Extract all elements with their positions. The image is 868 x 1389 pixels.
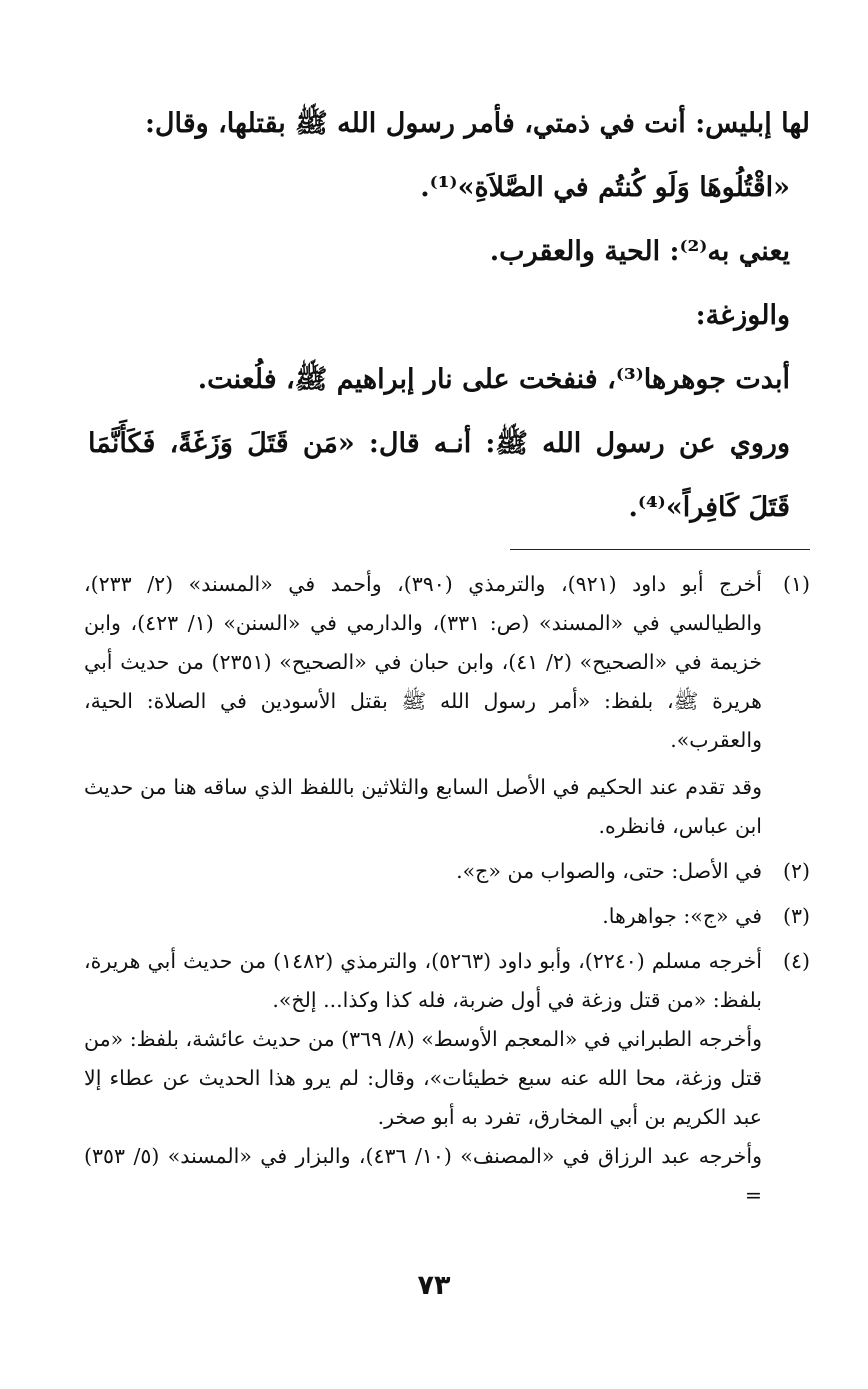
page-number: ٧٣ [417,1270,451,1301]
footnote-number: (٣) [782,904,810,928]
footnote-body [84,942,762,1215]
footnote-body [84,852,762,891]
footnotes [84,565,810,1215]
footnote-divider [510,549,810,550]
main-line-3: يعني به⁽²⁾: الحية والعقرب. [489,236,790,267]
footnote-paragraph: وأخرجه الطبراني في «المعجم الأوسط» (٨/ ٣٦٩) من حديث عائشة، بلفظ: «من قتل وزغة، محا الله عنه سبع خطيئات»، وقال: لم يرو هذا الحديث عن عطاء إلا عبد الكريم بن أبي المخارق، تفرد به أبو صخر. [84,1027,762,1129]
footnote-paragraph: في «ج»: جواهرها. [602,904,762,928]
footnote-3 [84,897,810,936]
main-text [88,92,810,540]
footnote-number: (١) [782,572,810,596]
footnote-body [84,565,762,846]
main-line-4: والوزغة: [695,300,790,331]
main-line-2: «اقْتُلُوهَا وَلَو كُنتُم في الصَّلاَةِ»⁽¹⁾. [420,172,790,203]
footnote-paragraph: في الأصل: حتى، والصواب من «ج». [456,859,762,883]
main-line-5: أبدت جوهرها⁽³⁾، فنفخت على نار إبراهيم ﷺ، فلُعنت. [197,364,790,395]
footnote-number: (٢) [782,859,810,883]
footnote-paragraph: أخرجه مسلم (٢٢٤٠)، وأبو داود (٥٢٦٣)، والترمذي (١٤٨٢) من حديث أبي هريرة، بلفظ: «من قتل وزغة في أول ضربة، فله كذا وكذا... إلخ». [84,949,762,1012]
footnote-body [84,897,762,936]
footnote-paragraph: وأخرجه عبد الرزاق في «المصنف» (١٠/ ٤٣٦)، والبزار في «المسند» (٥/ ٣٥٣) = [84,1144,763,1207]
footnote-2 [84,852,810,891]
main-line-1: لها إبليس: أنت في ذمتي، فأمر رسول الله ﷺ بقتلها، وقال: [144,108,810,139]
footnote-number: (٤) [782,949,810,973]
footnote-1 [84,565,810,846]
footnote-paragraph: أخرج أبو داود (٩٢١)، والترمذي (٣٩٠)، وأحمد في «المسند» (٢/ ٢٣٣)، والطيالسي في «المسند» (ص: ٣٣١)، والدارمي في «السنن» (١/ ٤٢٣)، وابن خزيمة في «الصحيح» (٢/ ٤١)، وابن حبان في «الصحيح» (٢٣٥١) من حديث أبي هريرة ﷺ، بلفظ: «أمر رسول الله ﷺ بقتل الأسودين في الصلاة: الحية، والعقرب». [84,572,762,752]
main-line-6: وروي عن رسول الله ﷺ: أنـه قال: «مَن قَتَلَ وَزَغَةً، فَكَأَنَّمَا قَتَلَ كَافِراً»⁽⁴⁾. [88,428,790,523]
footnote-paragraph: وقد تقدم عند الحكيم في الأصل السابع والثلاثين باللفظ الذي ساقه هنا من حديث ابن عباس، فانظره. [84,775,762,838]
footnote-4 [84,942,810,1215]
